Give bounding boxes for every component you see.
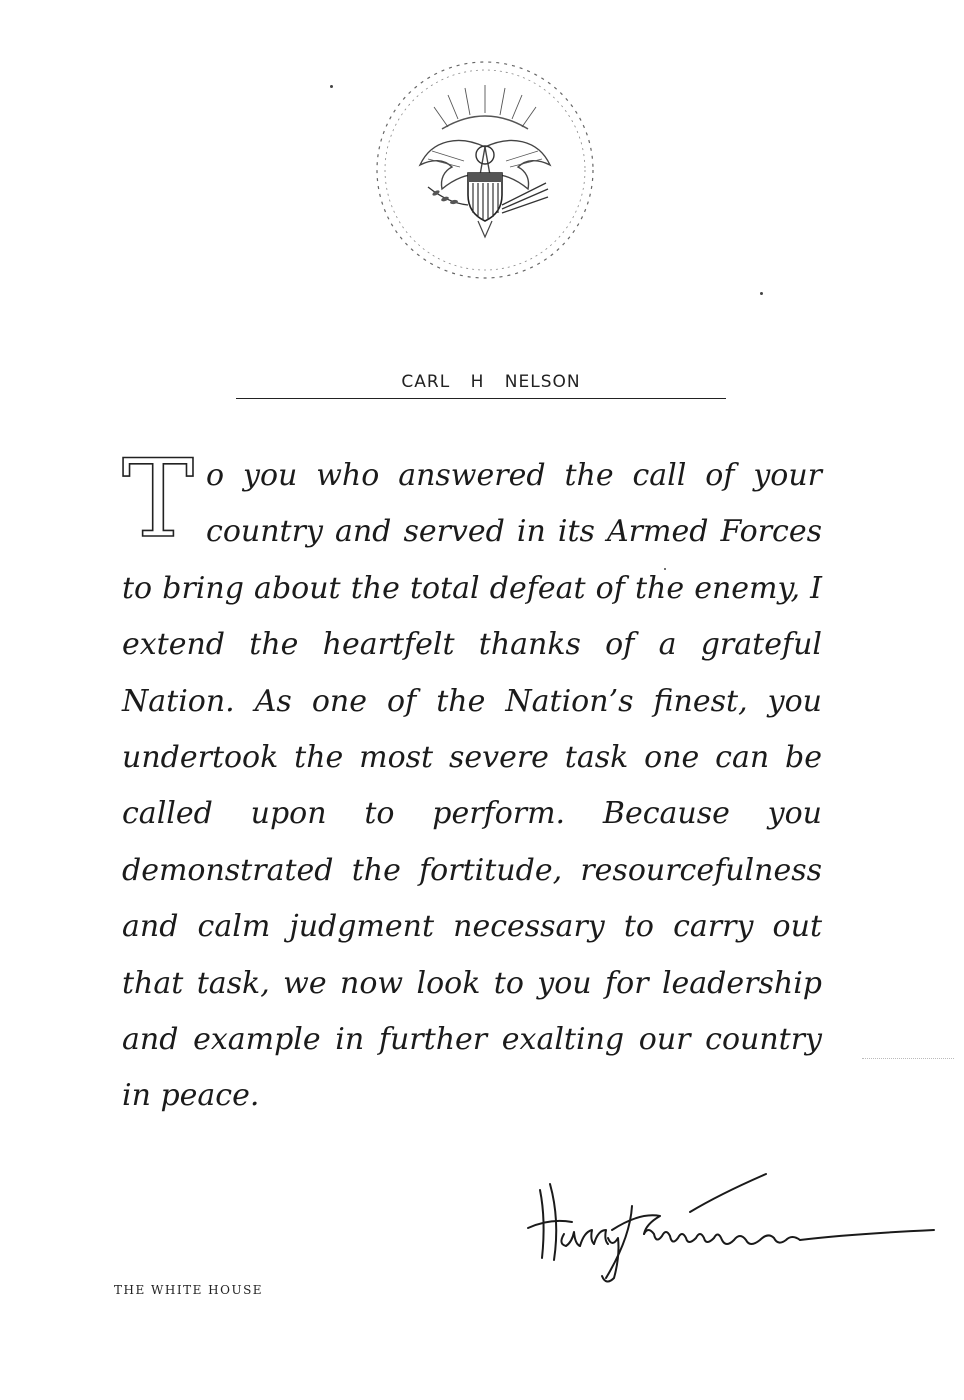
- letter-body-text: o you who answered the call of your country and served in its Armed Forces to bring about the total defeat of the enemy, I extend the heartfelt thanks of a grateful Nation. As one of the Nation’s finest, you undertook the most severe task one can be called upon to perform. Because you demonstrated the fortitude, resourcefulness and calm judgment necessary to carry out that task, we now look to you for leadership and example in further exalting our country in peace.: [122, 458, 822, 1114]
- presidential-seal-icon: [370, 55, 600, 285]
- letter-body: [122, 437, 822, 1125]
- paper-mark: [862, 1058, 954, 1059]
- drop-cap: T: [122, 437, 195, 562]
- recipient-name-field: [236, 372, 726, 399]
- signature-image: [520, 1160, 940, 1290]
- paper-speck: [330, 85, 333, 88]
- name-underline: [236, 398, 726, 399]
- paper-speck: [760, 292, 763, 295]
- paper-speck: [664, 568, 666, 570]
- recipient-name: CARL H NELSON: [401, 372, 581, 392]
- footer-label: THE WHITE HOUSE: [114, 1283, 264, 1297]
